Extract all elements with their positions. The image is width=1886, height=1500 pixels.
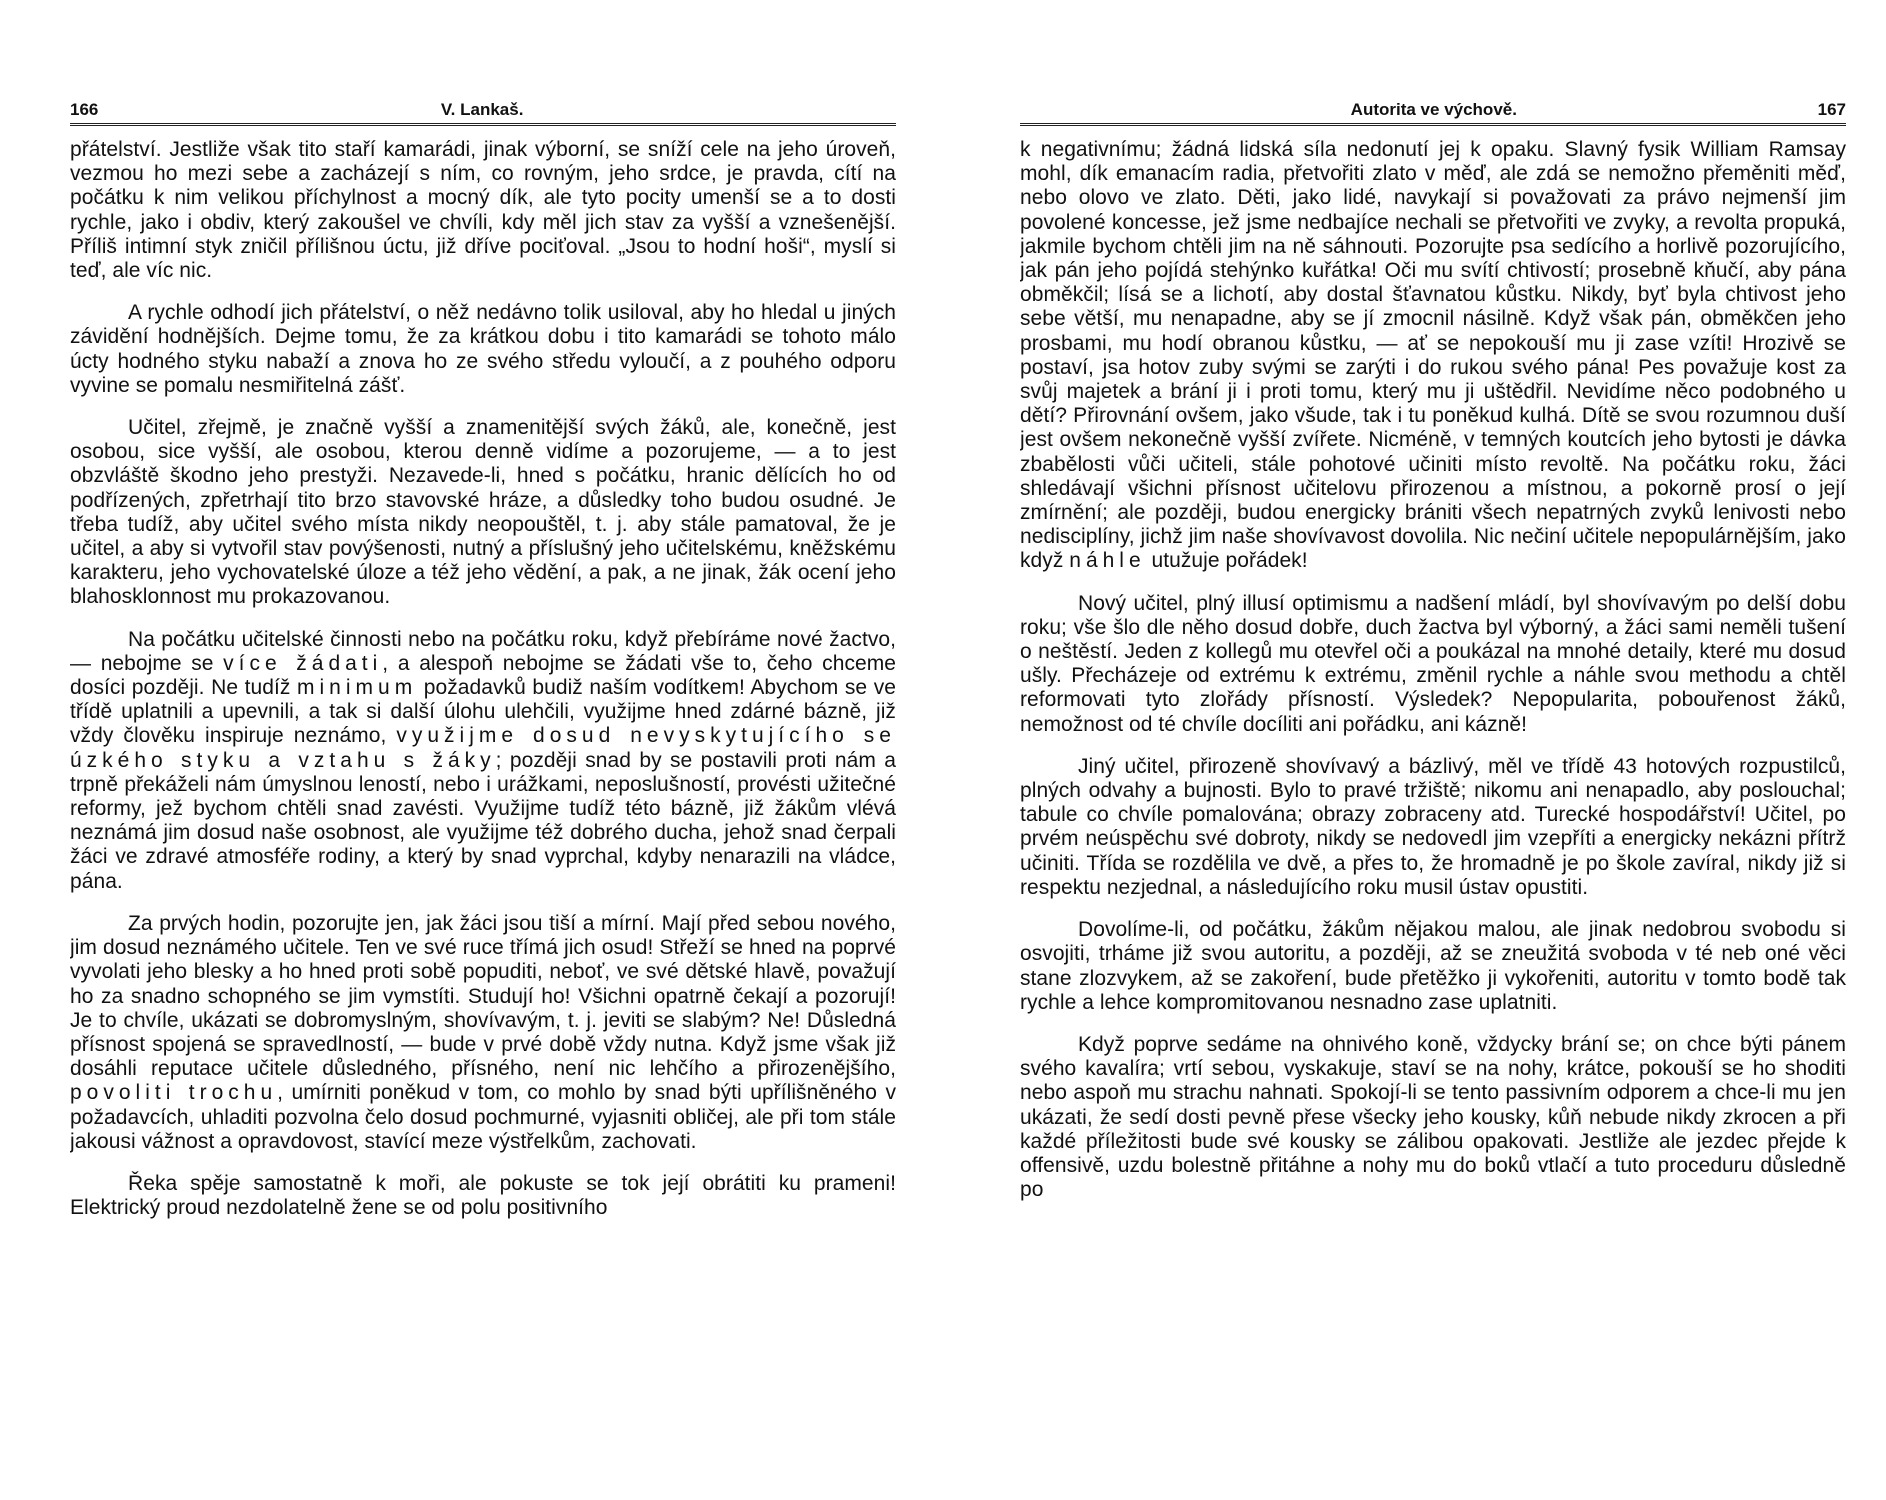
emphasized-text: využijme dosud nevyskytujícího se úzkého styku a vztahu s žáky [70, 724, 896, 772]
right-page [1020, 90, 1846, 1470]
paragraph [70, 138, 896, 283]
emphasized-text: minimum [297, 676, 418, 700]
text-run: Když poprve sedáme na ohnivého koně, vždycky brání se; on chce býti pánem svého kavalíra; vrtí sebou, vyskakuje, staví se na nohy, krátce, pokouší se ho shoditi nebo aspoň mu strachu nahnati. Spokojí-li se tento passivním odporem a chce-li mu jen ukázati, že sedí dosti pevně přese všecky jeho kousky, kůň nebude nikdy zkrocen a při každé příležitosti bude své kousky se zálibou opakovati. Jestliže ale jezdec přejde k offensivě, uzdu bolestně přitáhne a nohy mu do boků vtlačí a tuto proceduru důsledně po [1020, 1032, 1846, 1202]
left-page-number: 166 [70, 100, 99, 119]
text-run: požadavků budiž naším vodítkem! Abychom se ve třídě uplatnili a upevnili, a tak si další úlohu ulehčili, využijme hned zdárné bázně, již vždy člověku inspiruje neznámo, [70, 676, 896, 748]
emphasized-text: více žádati [223, 651, 383, 675]
right-body-text [1020, 138, 1846, 1202]
emphasized-text: náhle [1069, 549, 1146, 573]
text-run: Jiný učitel, přirozeně shovívavý a bázlivý, měl ve třídě 43 hotových rozpustilců, plných odvahy a bujnosti. Bylo to pravé tržiště; nikomu ani nenapadlo, aby poslouchal; tabule co chvíle pomalována; obrazy zobraceny atd. Turecké hospodářství! Učitel, po prvém neúspěchu své dobroty, nikdy se nedovedl jim vzepříti a energicky nekázni přítrž učiniti. Třída se rozdělila ve dvě, a přes to, že hromadně je po škole zavíral, nikdy již si respektu nezjednal, a následujícího roku musil ústav opustiti. [1020, 754, 1846, 899]
right-page-number: 167 [1817, 100, 1846, 119]
right-header-title: Autorita ve výchově. [1350, 100, 1517, 119]
text-run: Na počátku učitelské činnosti nebo na počátku roku, když přebíráme nové žactvo, — nebojme se [70, 627, 896, 675]
text-run: Učitel, zřejmě, je značně vyšší a znamenitější svých žáků, ale, konečně, jest osobou, sice vyšší, ale osobou, kterou denně vidíme a pozorujeme, — a to jest obzvláště škodno jeho prestyži. Nezavede-li, hned s počátku, hranic dělících ho od podřízených, zpřetrhají tito brzo stavovské hráze, a důsledky toho budou osudné. Je třeba tudíž, aby učitel svého místa nikdy neopouštěl, t. j. aby stále pamatoval, že je učitel, a aby si vytvořil stav povýšenosti, nutný a příslušný jeho učitelskému, kněžskému karakteru, jeho vychovatelské úloze a též jeho vědění, a pak, a ne jinak, žák ocení jeho blahosklonnost mu prokazovanou. [70, 416, 896, 609]
right-running-header [1020, 90, 1846, 126]
left-header-author: V. Lankaš. [440, 100, 524, 119]
paragraph [70, 301, 896, 398]
paragraph [1020, 755, 1846, 900]
paragraph [70, 416, 896, 610]
left-running-header [70, 90, 896, 126]
paragraph [1020, 138, 1846, 574]
paragraph [1020, 918, 1846, 1015]
paragraph [1020, 1033, 1846, 1202]
text-run: Nový učitel, plný illusí optimismu a nadšení mládí, byl shovívavým po delší dobu roku; vše šlo dle něho dosud dobře, duch žactva byl výborný, a žáci sami neměli tušení o neštěstí. Jeden z kollegů mu otevřel oči a poukázal na mnohé detaily, které mu dosud ušly. Přecházeje od extrému k extrému, změnil rychle a náhle svou methodu a chtěl reformovati tyto zlořády přísností. Výsledek? Nepopularita, pobouřenost žáků, nemožnost od té chvíle docíliti ani pořádku, ani kázně! [1020, 591, 1846, 736]
paragraph [70, 1172, 896, 1220]
text-run: k negativnímu; žádná lidská síla nedonutí jej k opaku. Slavný fysik William Ramsay mohl, dík emanacím radia, přetvořiti zlato v měď, ale zdá se nemožno přeměniti měď, nebo olovo ve zlato. Děti, jako lidé, navykají si považovati za právo nejmenší jim povolené koncesse, jež jsme nedbajíce nechali se přetvořiti ve zvyky, a revolta propuká, jakmile bychom chtěli jim na ně sáhnouti. Pozorujte psa sedícího a horlivě pozorujícího, jak pán jeho pojídá stehýnko kuřátka! Oči mu svítí chtivostí; prosebně kňučí, aby pána obměkčil; lísá se a lichotí, aby dostal šťavnatou kůstku. Nikdy, byť byla chtivost jeho sebe větší, mu nenapadne, aby se jí zmocnil násilně. Když však pán, obměkčen jeho prosbami, mu hodí obranou kůstku, — ať se nepokouší mu ji zase vzíti! Hrozivě se postaví, jsa hotov zuby svými se zarýti i do rukou svého pána! Pes považuje kost za svůj majetek a brání ji i proti tomu, který mu ji uštědřil. Nevidíme něco podobného u dětí? Přirovnání ovšem, jako všude, tak i tu poněkud kulhá. Dítě se svou rozumnou duší jest ovšem nekonečně vyšší zvířete. Nicméně, v temných koutcích jeho bytosti je dávka zbabělosti vůči učiteli, stále pohotové učiniti místo revoltě. Na počátku roku, žáci shledávají všichni přísnost učitelovu přirozenou a místnou, a pokorně prosí o její zmírnění; ale později, budou energicky brániti všech nepatrných zvyků lenivosti nebo nedisciplíny, jichž jim naše shovívavost dovolila. Nic nečiní učitele nepopulárnějším, jako když [1020, 138, 1846, 573]
text-run: Za prvých hodin, pozorujte jen, jak žáci jsou tiší a mírní. Mají před sebou nového, jim dosud neznámého učitele. Ten ve své ruce třímá jich osud! Střeží se hned na poprvé vyvolati jeho blesky a ho hned proti sobě popuditi, neboť, ve své dětské hlavě, považují ho za snadno schopného se jim vymstíti. Studují ho! Všichni opatrně čekají a pozorují! Je to chvíle, ukázati se dobromyslným, shovívavým, t. j. jeviti se slabým? Ne! Důsledná přísnost spojená se spravedlností, — bude v prvé době vždy nutna. Když jsme však již dosáhli reputace učitele důsledného, přísného, není nic lehčího a přirozenějšího, [70, 911, 896, 1081]
text-run: přátelství. Jestliže však tito staří kamarádi, jinak výborní, se sníží cele na jeho úroveň, vezmou ho mezi sebe a zacházejí s ním, co rovným, jeho srdce, je pravda, cítí na počátku k nim velikou příchylnost a mocný dík, ale tyto pocity umenší se a to dosti rychle, jako i obdiv, který zakoušel ve chvíli, kdy měl jich stav za vyšší a vznešenější. Příliš intimní styk zničil přílišnou úctu, již dříve pociťoval. „Jsou to hodní hoši“, myslí si teď, ale víc nic. [70, 138, 896, 283]
text-run: , a alespoň nebojme se žádati vše to, čeho chceme dosíci později. Ne tudíž [70, 651, 896, 700]
emphasized-text: povoliti trochu [70, 1081, 278, 1105]
paragraph [70, 912, 896, 1154]
paragraph [70, 628, 896, 894]
text-run: ; později snad by se postavili proti nám a trpně překáželi nám úmyslnou leností, nebo i urážkami, neposlušností, provésti užitečné reformy, jež bychom chtěli snad zavésti. Využijme tudíž této bázně, již žákům vlévá neznámá jim dosud naše osobnost, ale využijme též dobrého ducha, jehož snad čerpali žáci ve zdravé atmosféře rodiny, a který by snad vyprchal, kdyby nenarazili na vládce, pána. [70, 748, 896, 893]
paragraph [1020, 592, 1846, 737]
text-run: , umírniti poněkud v tom, co mohlo by snad býti upřílišněného v požadavcích, uhladiti pozvolna čelo dosud pochmurné, vyjasniti obličej, ale při tom stále jakousi vážnost a opravdovost, stavící meze výstřelkům, zachovati. [70, 1081, 896, 1153]
left-body-text [70, 138, 896, 1220]
left-page [70, 90, 896, 1470]
text-run: utužuje pořádek! [1145, 549, 1308, 573]
text-run: Dovolíme-li, od počátku, žákům nějakou malou, ale jinak nedobrou svobodu si osvojiti, trháme již svou autoritu, a později, až se zneužitá svoboda v té neb oné věci stane zlozvykem, až se zakoření, bude přetěžko ji vykořeniti, autoritu v tomto bodě tak rychle a lehce kompromitovanou nesnadno zase uplatniti. [1020, 918, 1846, 1014]
text-run: A rychle odhodí jich přátelství, o něž nedávno tolik usiloval, aby ho hledal u jiných závidění hodnějších. Dejme tomu, že za krátkou dobu i tito kamarádi se tohoto málo úcty hodného styku nabaží a znova ho ze svého středu vyloučí, a z pouhého odporu vyvine se pomalu nesmiřitelná zášť. [70, 301, 896, 397]
text-run: Řeka spěje samostatně k moři, ale pokuste se tok její obrátiti ku prameni! Elektrický proud nezdolatelně žene se od polu positivního [70, 1171, 896, 1220]
